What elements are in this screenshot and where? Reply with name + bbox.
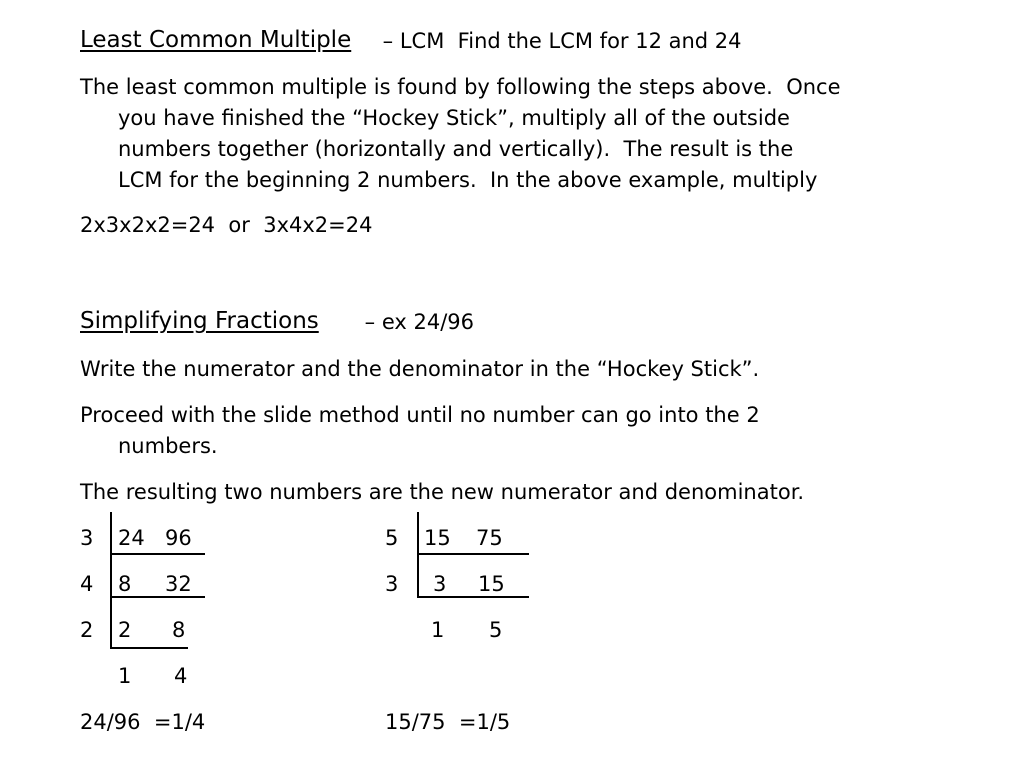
numerator: 1 <box>118 664 132 688</box>
hockey-stick-vertical-line <box>417 512 419 598</box>
lcm-example: 2x3x2x2=24 or 3x4x2=24 <box>80 213 373 237</box>
step-2: Proceed with the slide method until no number can go into the 2 <box>80 403 760 427</box>
hockey-stick-line <box>110 596 205 598</box>
hockey-stick-line <box>417 553 529 555</box>
denominator: 4 <box>174 664 188 688</box>
divisor: 4 <box>80 572 94 596</box>
simplifying-subheading: – ex 24/96 <box>358 310 475 334</box>
divisor: 5 <box>385 526 399 550</box>
numerator: 3 <box>433 572 447 596</box>
lcm-paragraph-line: LCM for the beginning 2 numbers. In the above example, multiply <box>118 168 818 192</box>
simplifying-heading: Simplifying Fractions <box>80 308 319 334</box>
numerator: 8 <box>118 572 132 596</box>
numerator: 2 <box>118 618 132 642</box>
denominator: 5 <box>489 618 503 642</box>
lcm-heading: Least Common Multiple <box>80 27 352 53</box>
result: 15/75 =1/5 <box>385 710 511 734</box>
denominator: 8 <box>172 618 186 642</box>
divisor: 2 <box>80 618 94 642</box>
hockey-stick-line <box>110 553 205 555</box>
numerator: 24 <box>118 526 145 550</box>
denominator: 15 <box>478 572 505 596</box>
numerator: 15 <box>424 526 451 550</box>
step-1: Write the numerator and the denominator in the “Hockey Stick”. <box>80 357 760 381</box>
denominator: 75 <box>476 526 503 550</box>
lcm-subheading: – LCM Find the LCM for 12 and 24 <box>376 29 742 53</box>
step-3: The resulting two numbers are the new numerator and denominator. <box>80 480 805 504</box>
step-2-cont: numbers. <box>118 434 218 458</box>
lcm-paragraph-line: you have finished the “Hockey Stick”, multiply all of the outside <box>118 106 790 130</box>
hockey-stick-line <box>110 647 188 649</box>
hockey-stick-line <box>417 596 529 598</box>
divisor: 3 <box>80 526 94 550</box>
denominator: 32 <box>165 572 192 596</box>
hockey-stick-vertical-line <box>110 512 112 649</box>
lcm-paragraph-line: numbers together (horizontally and vertically). The result is the <box>118 137 794 161</box>
denominator: 96 <box>165 526 192 550</box>
numerator: 1 <box>431 618 445 642</box>
divisor: 3 <box>385 572 399 596</box>
result: 24/96 =1/4 <box>80 710 206 734</box>
lcm-paragraph-line: The least common multiple is found by following the steps above. Once <box>80 75 841 99</box>
